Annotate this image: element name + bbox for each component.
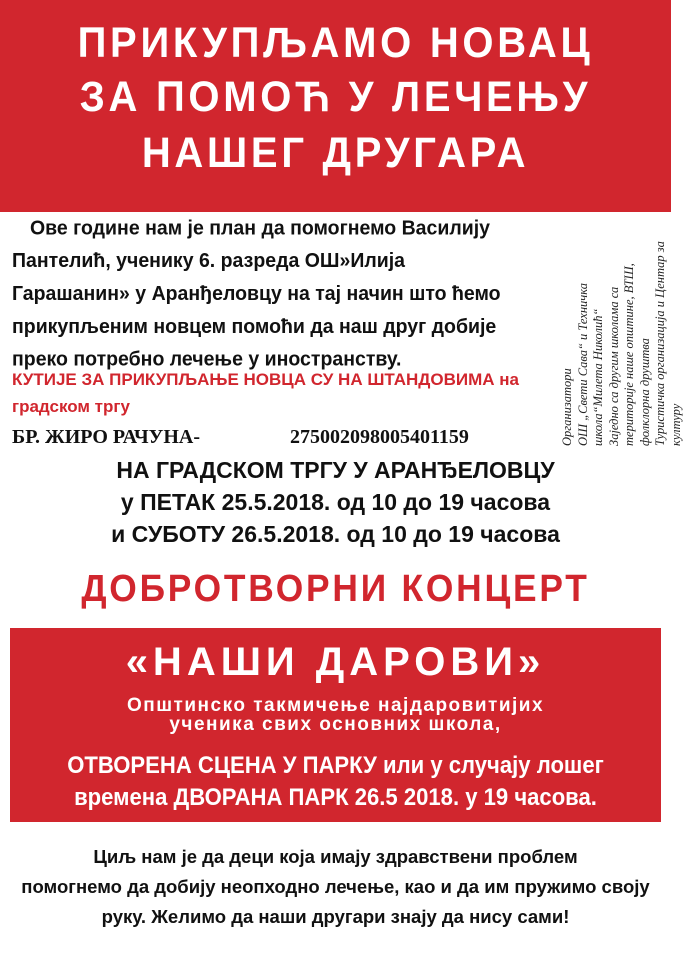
location-line: НА ГРАДСКОМ ТРГУ У АРАНЂЕЛОВЦУ — [116, 457, 555, 483]
header-line-2: ЗА ПОМОЋ У ЛЕЧЕЊУ — [79, 73, 592, 121]
account-label: БР. ЖИРО РАЧУНА- — [12, 426, 201, 448]
boxes-notice-line: КУТИЈЕ ЗА ПРИКУПЉАЊЕ НОВЦА СУ НА ШТАНДОВИМА на — [12, 370, 519, 389]
concert-subtitle-line: ученика свих основних школа, — [169, 714, 502, 735]
organizers-line: културу — [668, 403, 683, 446]
concert-venue-line: времена ДВОРАНА ПАРК 26.5 2018. у 19 часова. — [74, 784, 597, 811]
organizers-line: Организатори — [560, 368, 574, 446]
organizers-line: Туристичка организација и Центар за — [653, 241, 667, 446]
header-banner — [0, 0, 671, 212]
concert-name: «НАШИ ДАРОВИ» — [125, 640, 546, 684]
concert-venue-line: ОТВОРЕНА СЦЕНА У ПАРКУ или у случају лошег — [67, 752, 604, 779]
closing-paragraph — [0, 842, 671, 932]
concert-subtitle-line: Општинско такмичење најдаровитијих — [126, 695, 545, 716]
header-line-3: НАШЕГ ДРУГАРА — [141, 129, 530, 177]
header-line-1: ПРИКУПЉАМО НОВАЦ — [77, 19, 594, 67]
intro-line: преко потребно лечење у иностранству. — [12, 347, 402, 371]
location-line: у ПЕТАК 25.5.2018. од 10 до 19 часова — [120, 489, 551, 515]
organizers-line: школа“Милета Николић“ — [591, 308, 605, 446]
concert-subtitle — [0, 696, 671, 734]
closing-line: помогнемо да добију неопходно лечење, као и да им пружимо своју — [21, 876, 650, 897]
intro-line: Пантелић, ученику 6. разреда ОШ»Илија — [12, 249, 405, 273]
organizers-text — [560, 218, 684, 446]
intro-line: Ове године нам је план да помогнемо Василију — [30, 216, 490, 240]
organizers-line: Заједно са другим школама са — [606, 286, 621, 446]
location-schedule — [0, 454, 671, 550]
location-line: и СУБОТУ 26.5.2018. од 10 до 19 часова — [111, 521, 560, 547]
intro-line: прикупљеним новцем помоћи да наш друг добије — [12, 314, 497, 339]
organizers-line: територије наше општине, ВТШ, — [622, 263, 636, 446]
closing-line: руку. Желимо да наши другари знају да нису сами! — [101, 906, 570, 927]
boxes-notice — [12, 366, 552, 420]
organizers-line: фолклорна друштва — [637, 338, 652, 446]
concert-venue — [27, 750, 644, 814]
bank-account — [12, 426, 469, 449]
boxes-notice-line: градском тргу — [12, 397, 130, 416]
closing-line: Циљ нам је да деци која имају здравствени проблем — [93, 846, 578, 867]
concert-title: ДОБРОТВОРНИ КОНЦЕРТ — [81, 568, 590, 610]
organizers-line: ОШ „Свети Сава“ и Техничка — [575, 282, 590, 446]
intro-paragraph — [12, 212, 552, 376]
intro-line: Гарашанин» у Аранђеловцу на тај начин што ћемо — [12, 281, 501, 306]
account-number: 275002098005401159 — [290, 426, 469, 448]
organizers-block — [560, 218, 683, 446]
